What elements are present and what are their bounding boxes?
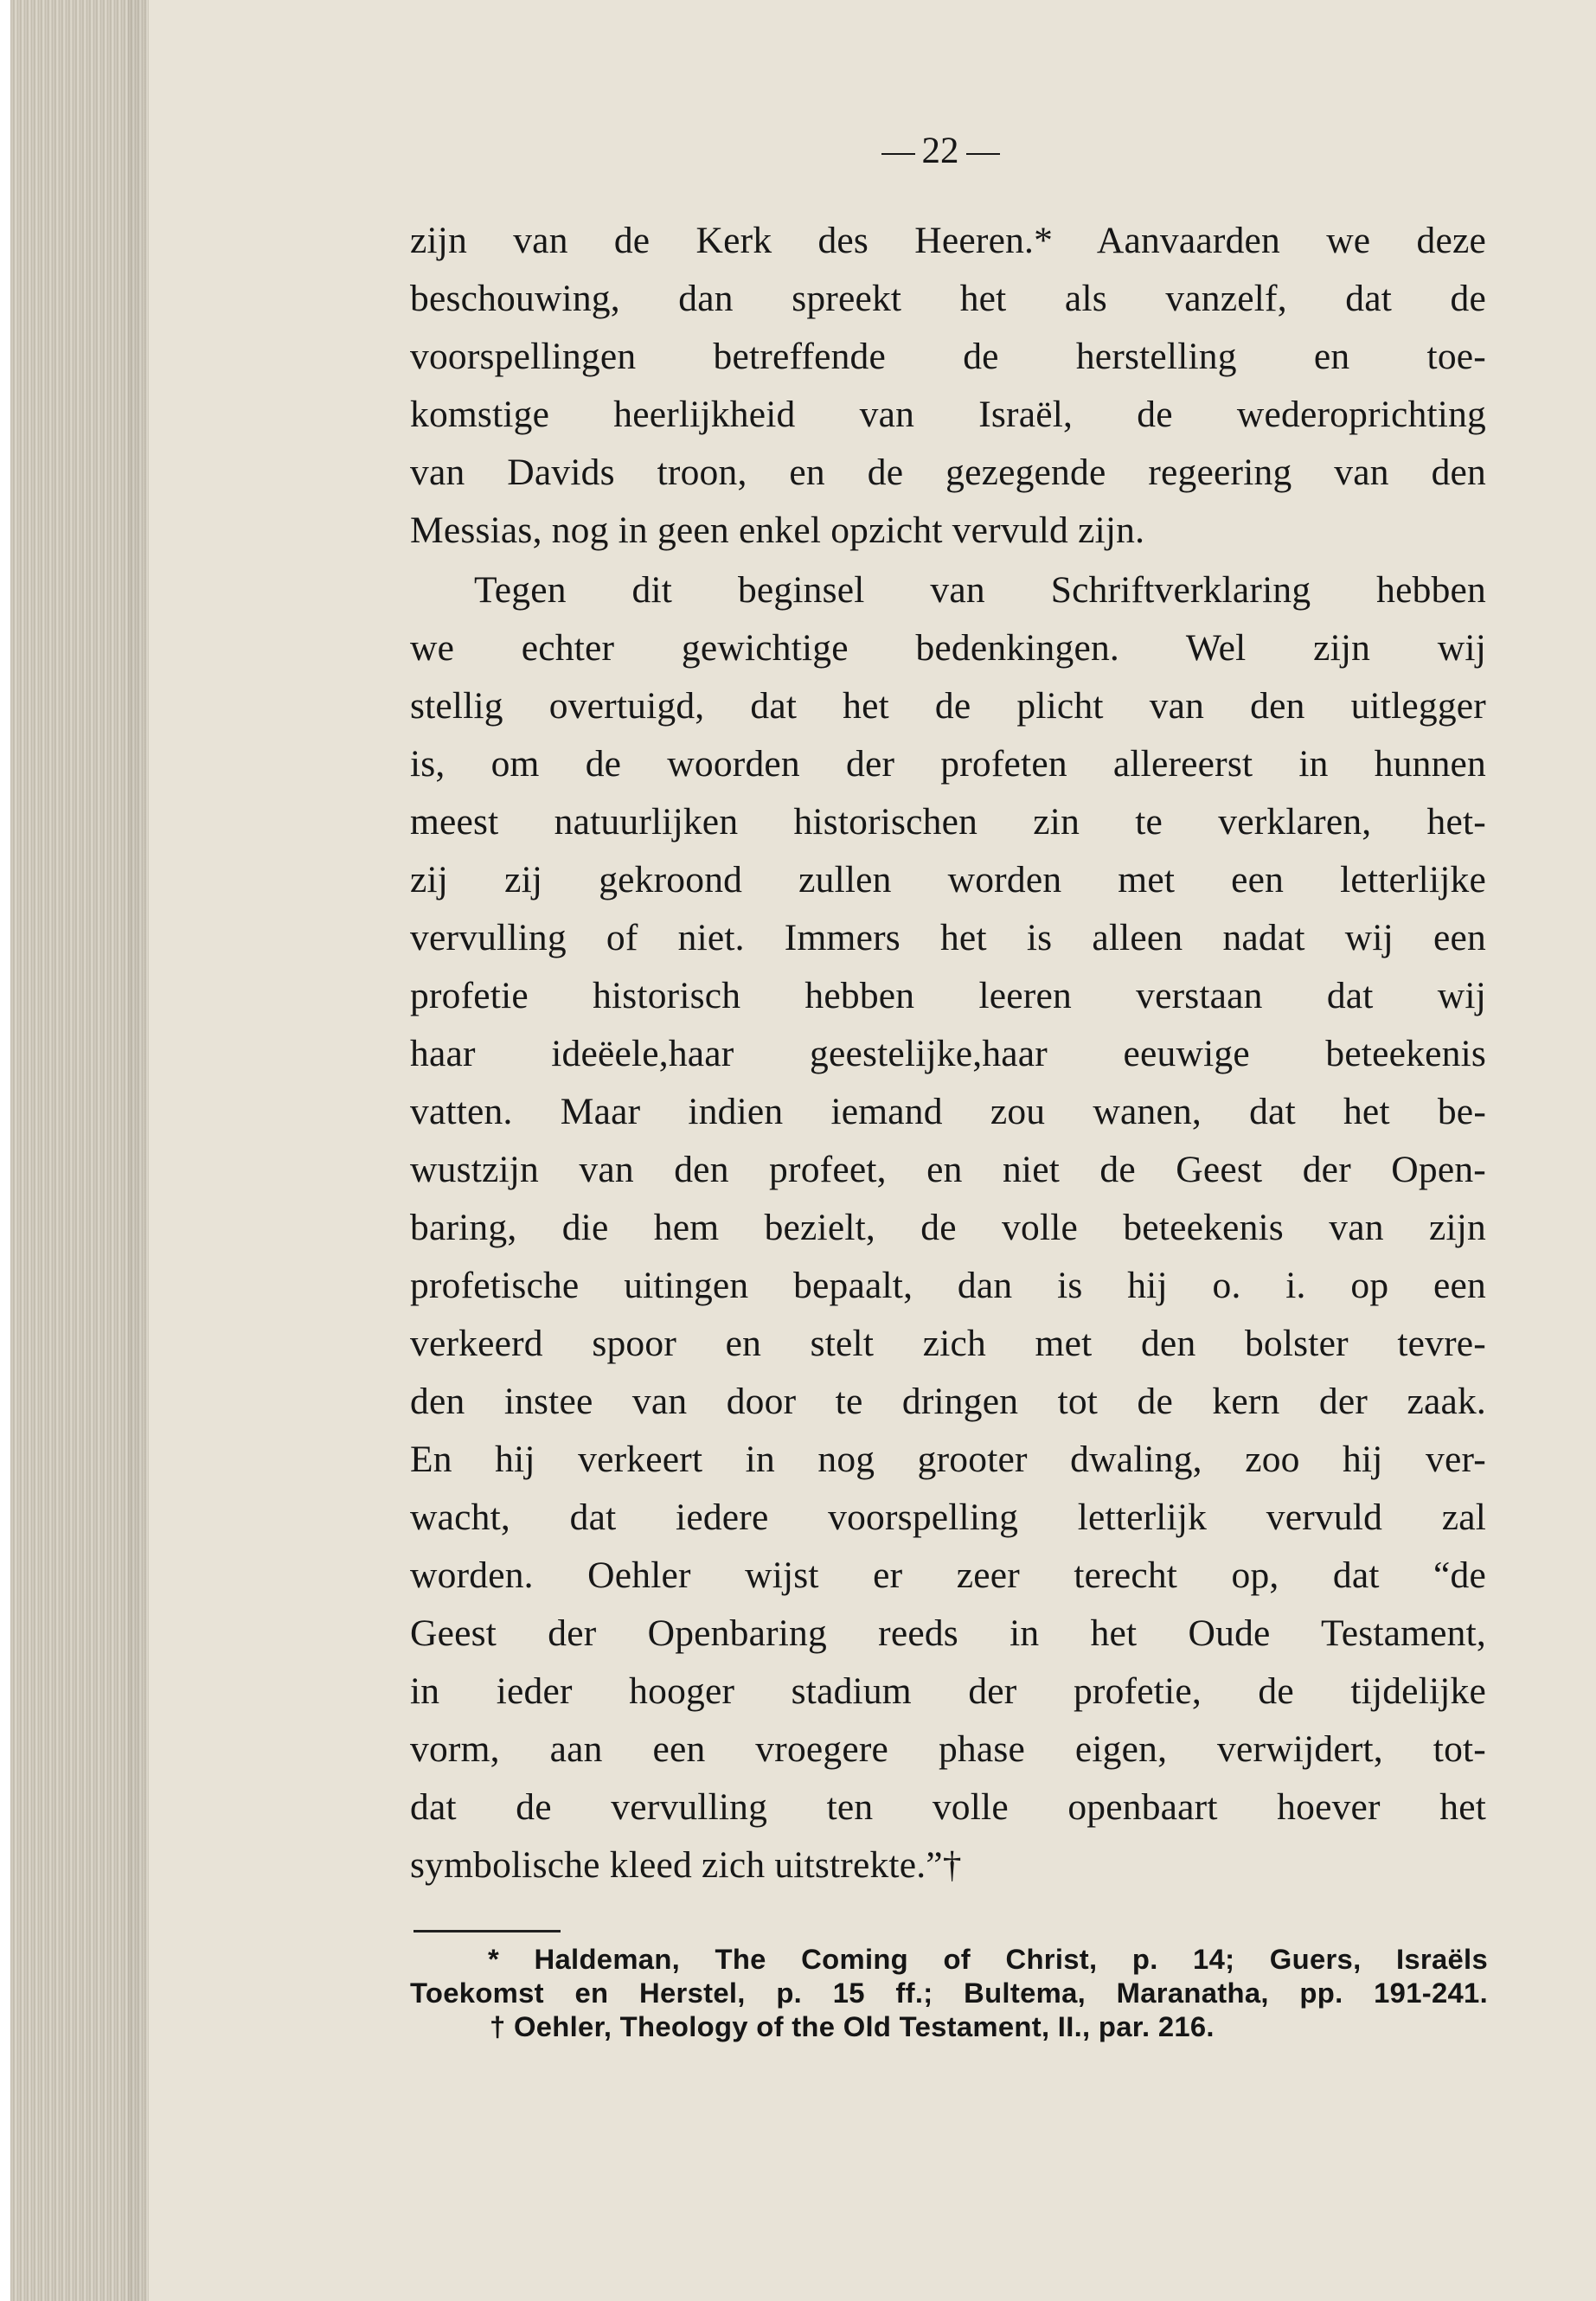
- text-line: vatten. Maar indien iemand zou wanen, dat het be-: [410, 1091, 1486, 1132]
- text-line: profetie historisch hebben leeren verstaan dat wij: [410, 975, 1486, 1016]
- footnote-line: * Haldeman, The Coming of Christ, p. 14; Guers, Israëls: [488, 1943, 1488, 1975]
- text-line: wacht, dat iedere voorspelling letterlijk vervuld zal: [410, 1497, 1486, 1538]
- text-line: beschouwing, dan spreekt het als vanzelf, dat de: [410, 278, 1486, 319]
- text-line: komstige heerlijkheid van Israël, de wederoprichting: [410, 394, 1486, 435]
- footnote-line: † Oehler, Theology of the Old Testament, II., par. 216.: [490, 2010, 1215, 2042]
- text-line: symbolische kleed zich uitstrekte.”†: [410, 1844, 962, 1886]
- text-line: zijn van de Kerk des Heeren.* Aanvaarden we deze: [410, 220, 1486, 261]
- text-line: meest natuurlijken historischen zin te verklaren, het-: [410, 801, 1486, 843]
- text-line: wustzijn van den profeet, en niet de Geest der Open-: [410, 1149, 1486, 1190]
- text-line: haar ideëele,haar geestelijke,haar eeuwige beteekenis: [410, 1033, 1486, 1074]
- page-number-left-dash: [881, 153, 915, 155]
- text-line: vervulling of niet. Immers het is alleen nadat wij een: [410, 917, 1486, 958]
- footnotes: [410, 1942, 1488, 2043]
- text-line: verkeerd spoor en stelt zich met den bolster tevre-: [410, 1323, 1486, 1364]
- text-line: van Davids troon, en de gezegende regeering van den: [410, 452, 1486, 493]
- main-text: [410, 212, 1486, 1894]
- text-line: dat de vervulling ten volle openbaart hoever het: [410, 1786, 1486, 1828]
- page-edge-shadow: [10, 0, 149, 2301]
- page-number-value: 22: [921, 131, 959, 171]
- text-line: En hij verkeert in nog grooter dwaling, zoo hij ver-: [410, 1439, 1486, 1480]
- text-line: profetische uitingen bepaalt, dan is hij o. i. op een: [410, 1265, 1486, 1306]
- text-line: is, om de woorden der profeten allereerst in hunnen: [410, 743, 1486, 785]
- text-line: we echter gewichtige bedenkingen. Wel zijn wij: [410, 627, 1486, 669]
- text-line: zij zij gekroond zullen worden met een letterlijke: [410, 859, 1486, 901]
- page-number-right-dash: [966, 153, 1000, 155]
- footnote-line: Toekomst en Herstel, p. 15 ff.; Bultema, Maranatha, pp. 191-241.: [410, 1977, 1488, 2009]
- page-number: [845, 125, 1035, 177]
- text-line: vorm, aan een vroegere phase eigen, verwijdert, tot-: [410, 1728, 1486, 1770]
- text-line: worden. Oehler wijst er zeer terecht op, dat “de: [410, 1554, 1486, 1596]
- text-line: den instee van door te dringen tot de kern der zaak.: [410, 1381, 1486, 1422]
- text-line: in ieder hooger stadium der profetie, de tijdelijke: [410, 1670, 1486, 1712]
- text-line: stellig overtuigd, dat het de plicht van den uitlegger: [410, 685, 1486, 727]
- text-line: voorspellingen betreffende de herstelling en toe-: [410, 336, 1486, 377]
- footnote-divider: [413, 1930, 561, 1932]
- text-line: Messias, nog in geen enkel opzicht vervuld zijn.: [410, 510, 1145, 551]
- text-line: Tegen dit beginsel van Schriftverklaring hebben: [474, 569, 1486, 611]
- book-page: [10, 0, 1596, 2301]
- text-line: Geest der Openbaring reeds in het Oude Testament,: [410, 1612, 1486, 1654]
- text-line: baring, die hem bezielt, de volle beteekenis van zijn: [410, 1207, 1486, 1248]
